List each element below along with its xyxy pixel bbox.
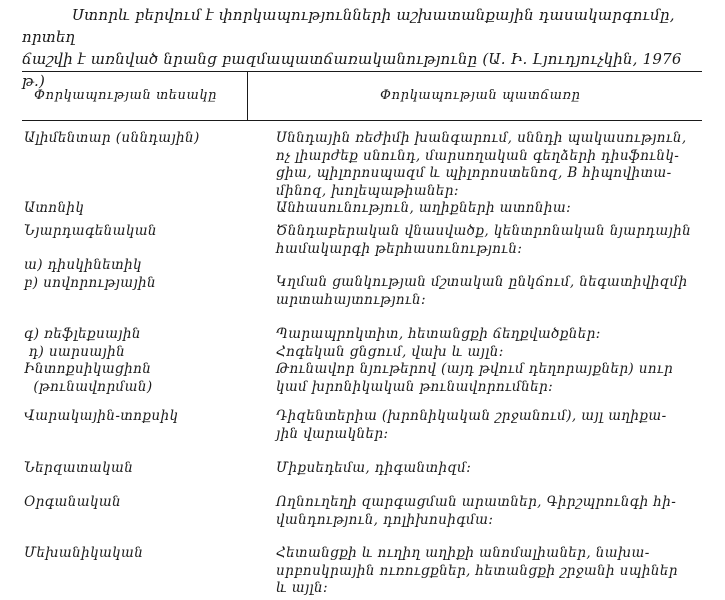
cause-line: Պարապրոկտիտ, հետանցքի ճեղքվածքներ։ <box>276 326 601 342</box>
cause-line: Կղման ցանկության մշտական ընկճում, նեգատիվիզմի <box>276 274 688 290</box>
row-cause <box>276 274 688 309</box>
type-line: Նյարդագենական <box>24 223 157 239</box>
cause-line: կամ խրոնիկական թունավորումներ։ <box>276 378 554 395</box>
row-type <box>24 408 178 426</box>
intro-line-2: ճաշվի է առնված նրանց բազմապատճառականությունը (Ա. Ի. Լյուդյուչկին, 1976 թ.) <box>22 50 682 90</box>
row-type <box>24 257 156 292</box>
row-cause <box>276 408 667 443</box>
cause-line: սրբոսկրային ուռուցքներ, հետանցքի շրջանի սպիներ <box>276 562 678 579</box>
row-type <box>24 545 143 563</box>
type-line: Օրգանական <box>24 494 122 510</box>
cause-line: Միքսեդեմա, դիգանտիզմ։ <box>276 460 472 476</box>
row-type <box>24 460 133 478</box>
type-line: բ) սովորությային <box>24 274 156 291</box>
row-type <box>24 494 121 512</box>
cause-line: ոչ լիարժեք սնունդ, մարսողական գեղձերի դիսֆունկ- <box>276 147 680 164</box>
cause-line: համակարգի թերհասունություն։ <box>276 240 523 257</box>
row-cause <box>276 460 471 478</box>
cause-line: յին վարակներ։ <box>276 425 389 442</box>
cause-line: Ծննդաբերական վնասվածք, կենտրոնական նյարդային <box>276 223 692 239</box>
row-type <box>24 130 200 148</box>
type-line: ա) դիսկինետիկ <box>24 257 142 273</box>
row-cause <box>276 130 687 200</box>
row-type <box>24 200 84 218</box>
cause-line: ցիա, պիլորոսպազմ և պիլորոստենոզ, B հիպովիտա- <box>276 165 672 181</box>
type-line: Ներզատական <box>24 460 134 476</box>
type-line: Մեխանիկական <box>24 545 144 561</box>
cause-line: Հոգեկան ցնցում, վախ և այլն։ <box>276 343 504 360</box>
row-cause <box>276 494 676 529</box>
row-type <box>24 326 153 396</box>
type-line: Վարակային-տոքսիկ <box>24 408 179 424</box>
type-line: Ալիմենտար (սննդային) <box>24 130 200 146</box>
row-cause <box>276 200 571 218</box>
row-type <box>24 223 157 241</box>
header-constipation-type: Փորկապության տեսակը <box>34 88 218 103</box>
type-line: (թունավորման) <box>24 378 153 395</box>
type-line: Ատոնիկ <box>24 200 85 216</box>
header-constipation-cause: Փորկապության պատճառը <box>380 88 581 103</box>
cause-line: Հետանցքի և ուղիղ աղիքի անոմալիաներ, նախա- <box>276 545 650 561</box>
intro-line-1: Ստորև բերվում է փորկապությունների աշխատանքային դասակարգումը, որտեղ <box>22 6 675 46</box>
row-cause <box>276 545 678 598</box>
row-cause <box>276 223 691 258</box>
table-column-divider <box>247 71 248 120</box>
cause-line: արտահայտություն։ <box>276 291 426 308</box>
intro-paragraph <box>22 4 702 92</box>
cause-line: Անհասունություն, աղիքների ատոնիա։ <box>276 200 572 216</box>
table-header-rule <box>22 120 702 121</box>
cause-line: Դիզենտերիա (խրոնիկական շրջանում), այլ աղիքա- <box>276 408 667 424</box>
table-top-rule <box>22 71 702 72</box>
cause-line: վանդություն, դոլիխոսիգմա։ <box>276 511 494 528</box>
cause-line: Ողնուղեղի զարգացման արատներ, Գիրշպրունգի հի- <box>276 494 677 510</box>
type-line: դ) սարսային <box>24 343 126 360</box>
cause-line: Սննդային ռեժիմի խանգարում, սննդի պակասություն, <box>276 130 687 146</box>
cause-line: Թունավոր նյութերով (այդ թվում դեղորայքներ) սուր <box>276 361 674 377</box>
row-cause <box>276 326 673 396</box>
cause-line: մինոզ, խոլեպաթիաներ։ <box>276 182 459 199</box>
cause-line: և այլն։ <box>276 580 329 596</box>
type-line: գ) ռեֆլեքսային <box>24 326 141 342</box>
type-line: Ինտոքսիկացիոն <box>24 361 152 377</box>
